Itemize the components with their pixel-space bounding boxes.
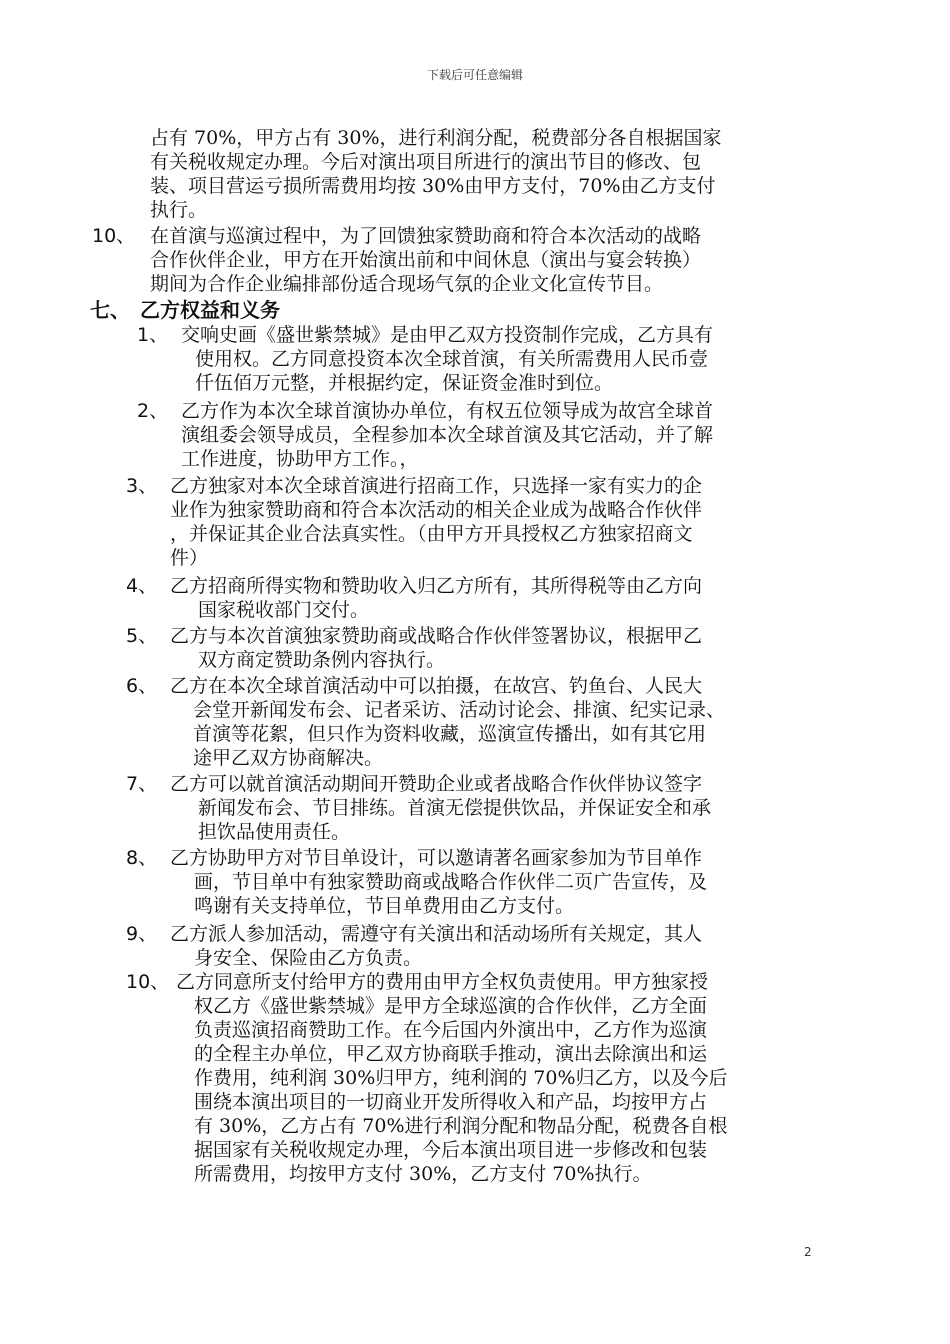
list-item	[181, 323, 713, 395]
text-line: 使用权。乙方同意投资本次全球首演，有关所需费用人民币壹	[195, 348, 709, 370]
text-line: 有 30%，乙方占有 70%进行利润分配和物品分配，税费各自根	[194, 1115, 728, 1137]
text-line: 装、项目营运亏损所需费用均按 30%由甲方支付，70%由乙方支付	[150, 175, 716, 197]
text-line: 乙方同意所支付给甲方的费用由甲方全权负责使用。甲方独家授	[176, 971, 709, 993]
list-item	[170, 772, 711, 844]
text-line: 件）	[170, 547, 209, 569]
list-number: 9、	[126, 923, 158, 945]
text-line: 乙方派人参加活动，需遵守有关演出和活动场所有关规定，其人	[170, 923, 703, 945]
text-line: 新闻发布会、节目排练。首演无偿提供饮品，并保证安全和承	[198, 797, 712, 819]
text-line: 乙方协助甲方对节目单设计，可以邀请著名画家参加为节目单作	[170, 847, 703, 869]
text-line: 围绕本演出项目的一切商业开发所得收入和产品，均按甲方占	[194, 1091, 708, 1113]
list-item	[170, 674, 725, 770]
list-number: 5、	[126, 625, 158, 647]
page-header: 下载后可任意编辑	[426, 68, 523, 82]
text-line: 业作为独家赞助商和符合本次活动的相关企业成为战略合作伙伴	[170, 499, 703, 521]
list-item	[170, 922, 702, 970]
text-line: 演组委会领导成员，全程参加本次全球首演及其它活动，并了解	[181, 424, 714, 446]
text-line: 在首演与巡演过程中，为了回馈独家赞助商和符合本次活动的战略	[150, 225, 702, 247]
text-line: 有关税收规定办理。今后对演出项目所进行的演出节目的修改、包	[150, 151, 702, 173]
text-line: 首演等花絮，但只作为资料收藏，巡演宣传播出，如有其它用	[193, 723, 707, 745]
page-number: 2	[804, 1245, 812, 1259]
text-line: 作费用，纯利润 30%归甲方，纯利润的 70%归乙方，以及今后	[194, 1067, 728, 1089]
list-item	[170, 574, 702, 622]
text-line: 双方商定赞助条例内容执行。	[198, 649, 446, 671]
text-line: 乙方独家对本次全球首演进行招商工作，只选择一家有实力的企	[170, 475, 703, 497]
list-number: 3、	[126, 475, 158, 497]
list-item	[176, 970, 728, 1186]
text-line: 所需费用，均按甲方支付 30%，乙方支付 70%执行。	[194, 1163, 652, 1185]
list-number: 10、	[92, 225, 136, 247]
continuation-paragraph	[150, 126, 722, 222]
list-number: 1、	[137, 324, 169, 346]
list-number: 8、	[126, 847, 158, 869]
list-item	[170, 474, 702, 570]
list-item	[181, 399, 713, 471]
list-number: 7、	[126, 773, 158, 795]
text-line: 仟伍佰万元整，并根据约定，保证资金准时到位。	[195, 372, 614, 394]
text-line: 执行。	[150, 199, 208, 221]
text-line: 据国家有关税收规定办理，今后本演出项目进一步修改和包装	[194, 1139, 708, 1161]
section-heading: 七、 乙方权益和义务	[90, 298, 280, 322]
text-line: 鸣谢有关支持单位，节目单费用由乙方支付。	[194, 895, 575, 917]
list-number: 4、	[126, 575, 158, 597]
text-line: 乙方可以就首演活动期间开赞助企业或者战略合作伙伴协议签字	[170, 773, 703, 795]
text-line: 权乙方《盛世紫禁城》是甲方全球巡演的合作伙伴，乙方全面	[194, 995, 708, 1017]
list-number: 10、	[126, 971, 170, 993]
text-line: 乙方招商所得实物和赞助收入归乙方所有，其所得税等由乙方向	[170, 575, 703, 597]
text-line: 负责巡演招商赞助工作。在今后国内外演出中，乙方作为巡演	[194, 1019, 708, 1041]
list-number: 6、	[126, 675, 158, 697]
list-number: 2、	[137, 400, 169, 422]
text-line: 的全程主办单位，甲乙双方协商联手推动，演出去除演出和运	[194, 1043, 708, 1065]
text-line: 画，节目单中有独家赞助商或战略合作伙伴二页广告宣传，及	[194, 871, 708, 893]
text-line: 合作伙伴企业，甲方在开始演出前和中间休息（演出与宴会转换）	[150, 249, 702, 271]
text-line: 乙方在本次全球首演活动中可以拍摄，在故宫、钓鱼台、人民大	[170, 675, 703, 697]
text-line: 国家税收部门交付。	[198, 599, 370, 621]
text-line: 途甲乙双方协商解决。	[193, 747, 384, 769]
list-item	[150, 224, 701, 296]
text-line: 占有 70%，甲方占有 30%，进行利润分配，税费部分各自根据国家	[150, 127, 722, 149]
text-line: 担饮品使用责任。	[198, 821, 351, 843]
text-line: ，并保证其企业合法真实性。（由甲方开具授权乙方独家招商文	[170, 523, 693, 545]
list-item	[170, 624, 702, 672]
text-line: 乙方作为本次全球首演协办单位，有权五位领导成为故宫全球首	[181, 400, 714, 422]
text-line: 交响史画《盛世紫禁城》是由甲乙双方投资制作完成，乙方具有	[181, 324, 714, 346]
text-line: 乙方与本次首演独家赞助商或战略合作伙伴签署协议，根据甲乙	[170, 625, 703, 647]
text-line: 会堂开新闻发布会、记者采访、活动讨论会、排演、纪实记录、	[193, 699, 726, 721]
text-line: 工作进度，协助甲方工作。，	[181, 448, 419, 470]
text-line: 期间为合作企业编排部份适合现场气氛的企业文化宣传节目。	[150, 273, 664, 295]
list-item	[170, 846, 707, 918]
text-line: 身安全、保险由乙方负责。	[194, 947, 423, 969]
